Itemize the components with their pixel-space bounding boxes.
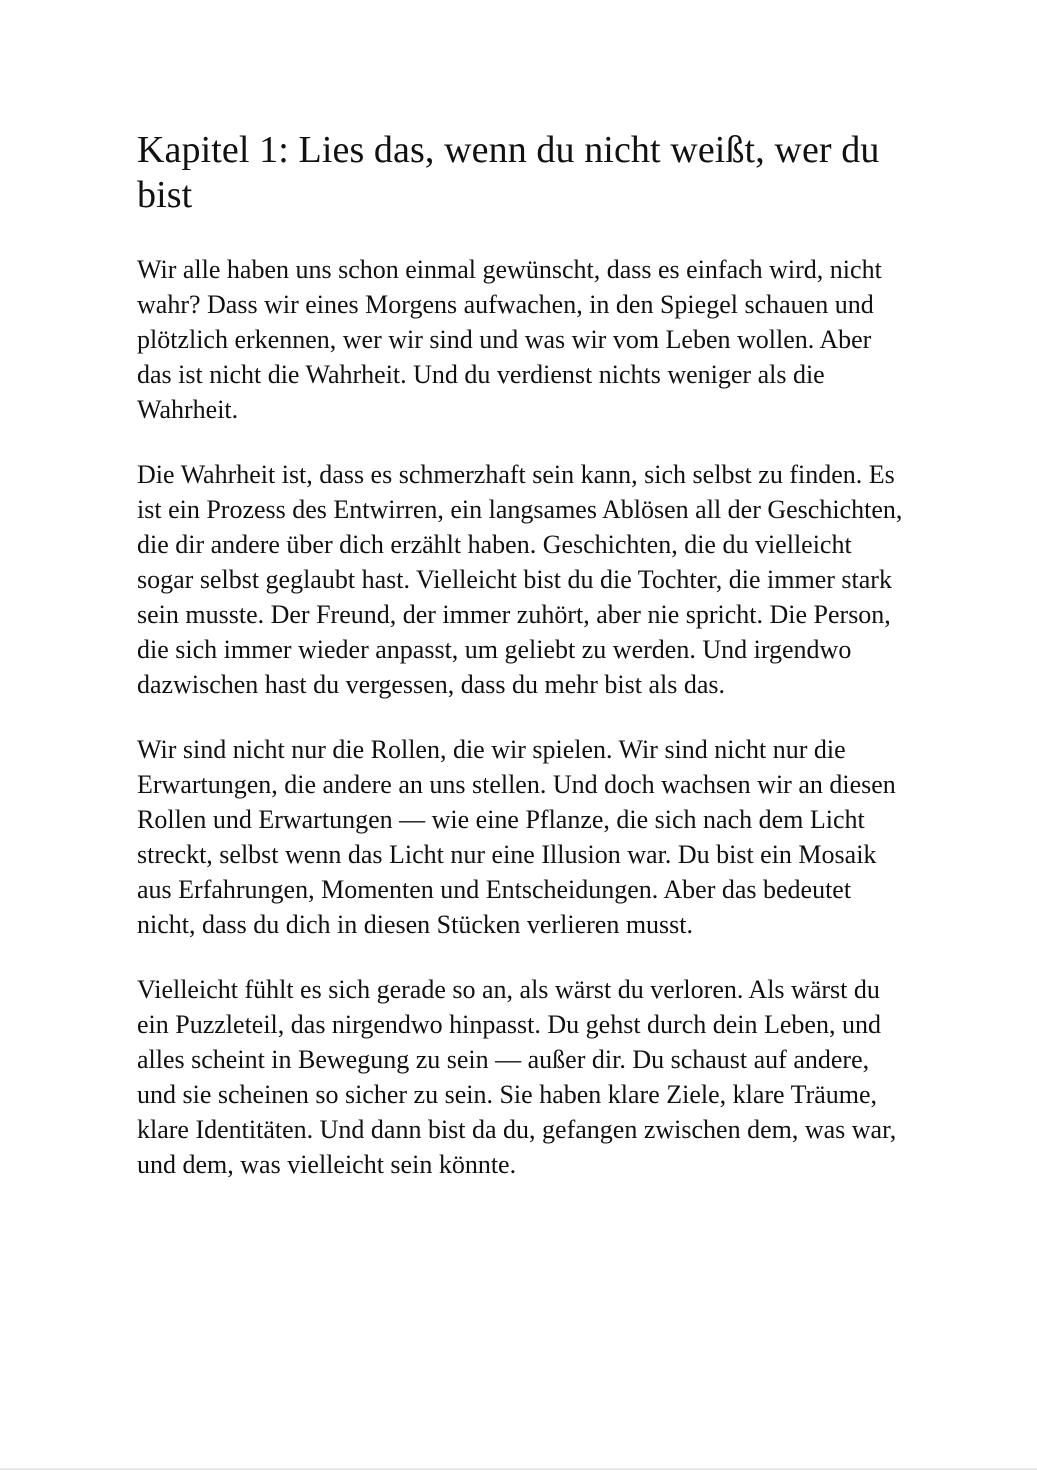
paragraph-2: Die Wahrheit ist, dass es schmerzhaft sein kann, sich selbst zu finden. Es ist ein Prozess des Entwirren, ein langsames Ablösen all der Geschichten, die dir andere über dich erzählt haben. Geschichten, die du vielleicht sogar selbst geglaubt hast. Vielleicht bist du die Tochter, die immer stark sein musste. Der Freund, der immer zuhört, aber nie spricht. Die Person, die sich immer wieder anpasst, um geliebt zu werden. Und irgendwo dazwischen hast du vergessen, dass du mehr bist als das. <box>137 460 903 699</box>
paragraph-3: Wir sind nicht nur die Rollen, die wir spielen. Wir sind nicht nur die Erwartungen, die andere an uns stellen. Und doch wachsen wir an diesen Rollen und Erwartungen — wie eine Pflanze, die sich nach dem Licht streckt, selbst wenn das Licht nur eine Illusion war. Du bist ein Mosaik aus Erfahrungen, Momenten und Entscheidungen. Aber das bedeutet nicht, dass du dich in diesen Stücken verlieren musst. <box>137 735 896 939</box>
chapter-title: Kapitel 1: Lies das, wenn du nicht weißt, wer du bist <box>137 129 880 216</box>
paragraph-1: Wir alle haben uns schon einmal gewünscht, dass es einfach wird, nicht wahr? Dass wir eines Morgens aufwachen, in den Spiegel schauen und plötzlich erkennen, wer wir sind und was wir vom Leben wollen. Aber das ist nicht die Wahrheit. Und du verdienst nichts weniger als die Wahrheit. <box>137 255 882 424</box>
paragraph-4: Vielleicht fühlt es sich gerade so an, als wärst du verloren. Als wärst du ein Puzzleteil, das nirgendwo hinpasst. Du gehst durch dein Leben, und alles scheint in Bewegung zu sein — außer dir. Du schaust auf andere, und sie scheinen so sicher zu sein. Sie haben klare Ziele, klare Träume, klare Identitäten. Und dann bist da du, gefangen zwischen dem, was war, und dem, was vielleicht sein könnte. <box>137 975 897 1179</box>
chapter-content <box>137 128 907 1212</box>
